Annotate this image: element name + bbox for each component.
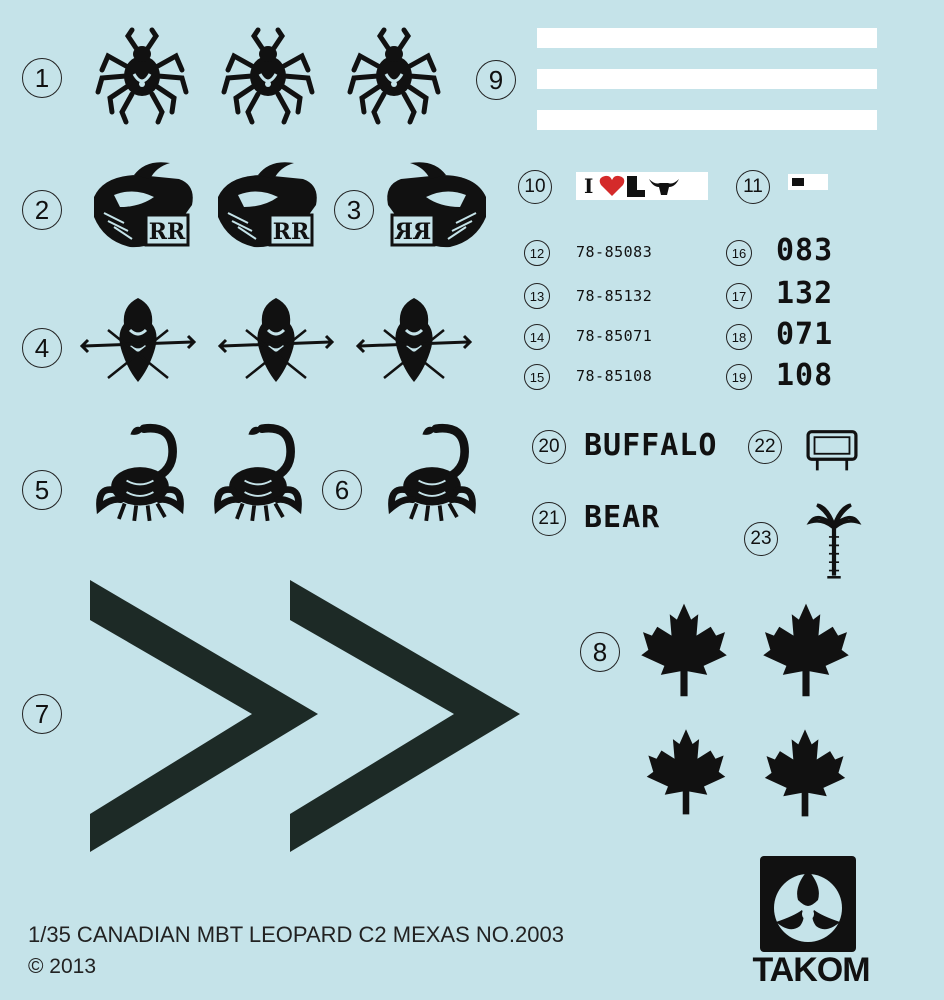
decal-number-14: 14 xyxy=(524,324,550,350)
decal-number-1: 1 xyxy=(22,58,62,98)
decal-number-19: 19 xyxy=(726,364,752,390)
decal-number-3: 3 xyxy=(334,190,374,230)
number-19: 108 xyxy=(776,358,834,393)
chevron-icon xyxy=(86,580,536,852)
decal-number-16: 16 xyxy=(726,240,752,266)
decal-number-12: 12 xyxy=(524,240,550,266)
i-letter: I xyxy=(584,174,594,198)
decal-number-9: 9 xyxy=(476,60,516,100)
spider-icon xyxy=(218,24,318,128)
spider-icon xyxy=(92,24,192,128)
decal-number-20: 20 xyxy=(532,430,566,464)
boot-icon xyxy=(625,174,647,198)
number-16: 083 xyxy=(776,233,834,268)
number-17: 132 xyxy=(776,276,834,311)
decal-number-2: 2 xyxy=(22,190,62,230)
scorpion-icon xyxy=(92,414,188,526)
decal-number-6: 6 xyxy=(322,470,362,510)
small-decal-11 xyxy=(788,174,828,190)
brand-name: TAKOM xyxy=(752,951,870,989)
crest-icon xyxy=(354,290,474,390)
decal-number-5: 5 xyxy=(22,470,62,510)
decal-number-17: 17 xyxy=(726,283,752,309)
logo-emblem xyxy=(760,856,856,952)
buffalo-text: BUFFALO xyxy=(584,428,718,463)
decal-number-7: 7 xyxy=(22,694,62,734)
crest-icon xyxy=(78,290,198,390)
decal-number-8: 8 xyxy=(580,632,620,672)
decal-number-10: 10 xyxy=(518,170,552,204)
copyright: © 2013 xyxy=(28,955,97,978)
i-love-decal xyxy=(576,172,708,200)
bull-head-icon xyxy=(208,152,328,262)
bull-head-icon xyxy=(376,152,496,262)
crest-icon xyxy=(216,290,336,390)
takom-logo xyxy=(736,856,886,989)
white-stripe xyxy=(537,69,877,89)
decal-number-23: 23 xyxy=(744,522,778,556)
decal-number-22: 22 xyxy=(748,430,782,464)
kit-title: 1/35 CANADIAN MBT LEOPARD C2 MEXAS NO.2003 xyxy=(28,922,564,947)
serial-15: 78-85108 xyxy=(576,367,653,385)
cow-skull-icon xyxy=(647,175,681,197)
bear-text: BEAR xyxy=(584,500,661,535)
maple-leaf-icon xyxy=(644,726,728,816)
spider-icon xyxy=(344,24,444,128)
serial-14: 78-85071 xyxy=(576,327,653,345)
logo-mark-icon xyxy=(760,856,856,952)
decal-number-18: 18 xyxy=(726,324,752,350)
palm-tree-icon xyxy=(806,500,862,584)
decal-number-4: 4 xyxy=(22,328,62,368)
decal-number-15: 15 xyxy=(524,364,550,390)
maple-leaf-icon xyxy=(760,600,852,698)
scorpion-icon xyxy=(384,414,480,526)
scorpion-icon xyxy=(210,414,306,526)
white-stripe xyxy=(537,110,877,130)
decal-number-21: 21 xyxy=(532,502,566,536)
serial-12: 78-85083 xyxy=(576,243,653,261)
decal-number-11: 11 xyxy=(736,170,770,204)
serial-13: 78-85132 xyxy=(576,287,653,305)
tv-icon xyxy=(804,428,860,474)
white-stripe xyxy=(537,28,877,48)
maple-leaf-icon xyxy=(638,600,730,698)
maple-leaf-icon xyxy=(762,726,848,818)
bull-head-icon xyxy=(84,152,204,262)
decal-number-13: 13 xyxy=(524,283,550,309)
heart-icon xyxy=(599,175,625,197)
number-18: 071 xyxy=(776,317,834,352)
